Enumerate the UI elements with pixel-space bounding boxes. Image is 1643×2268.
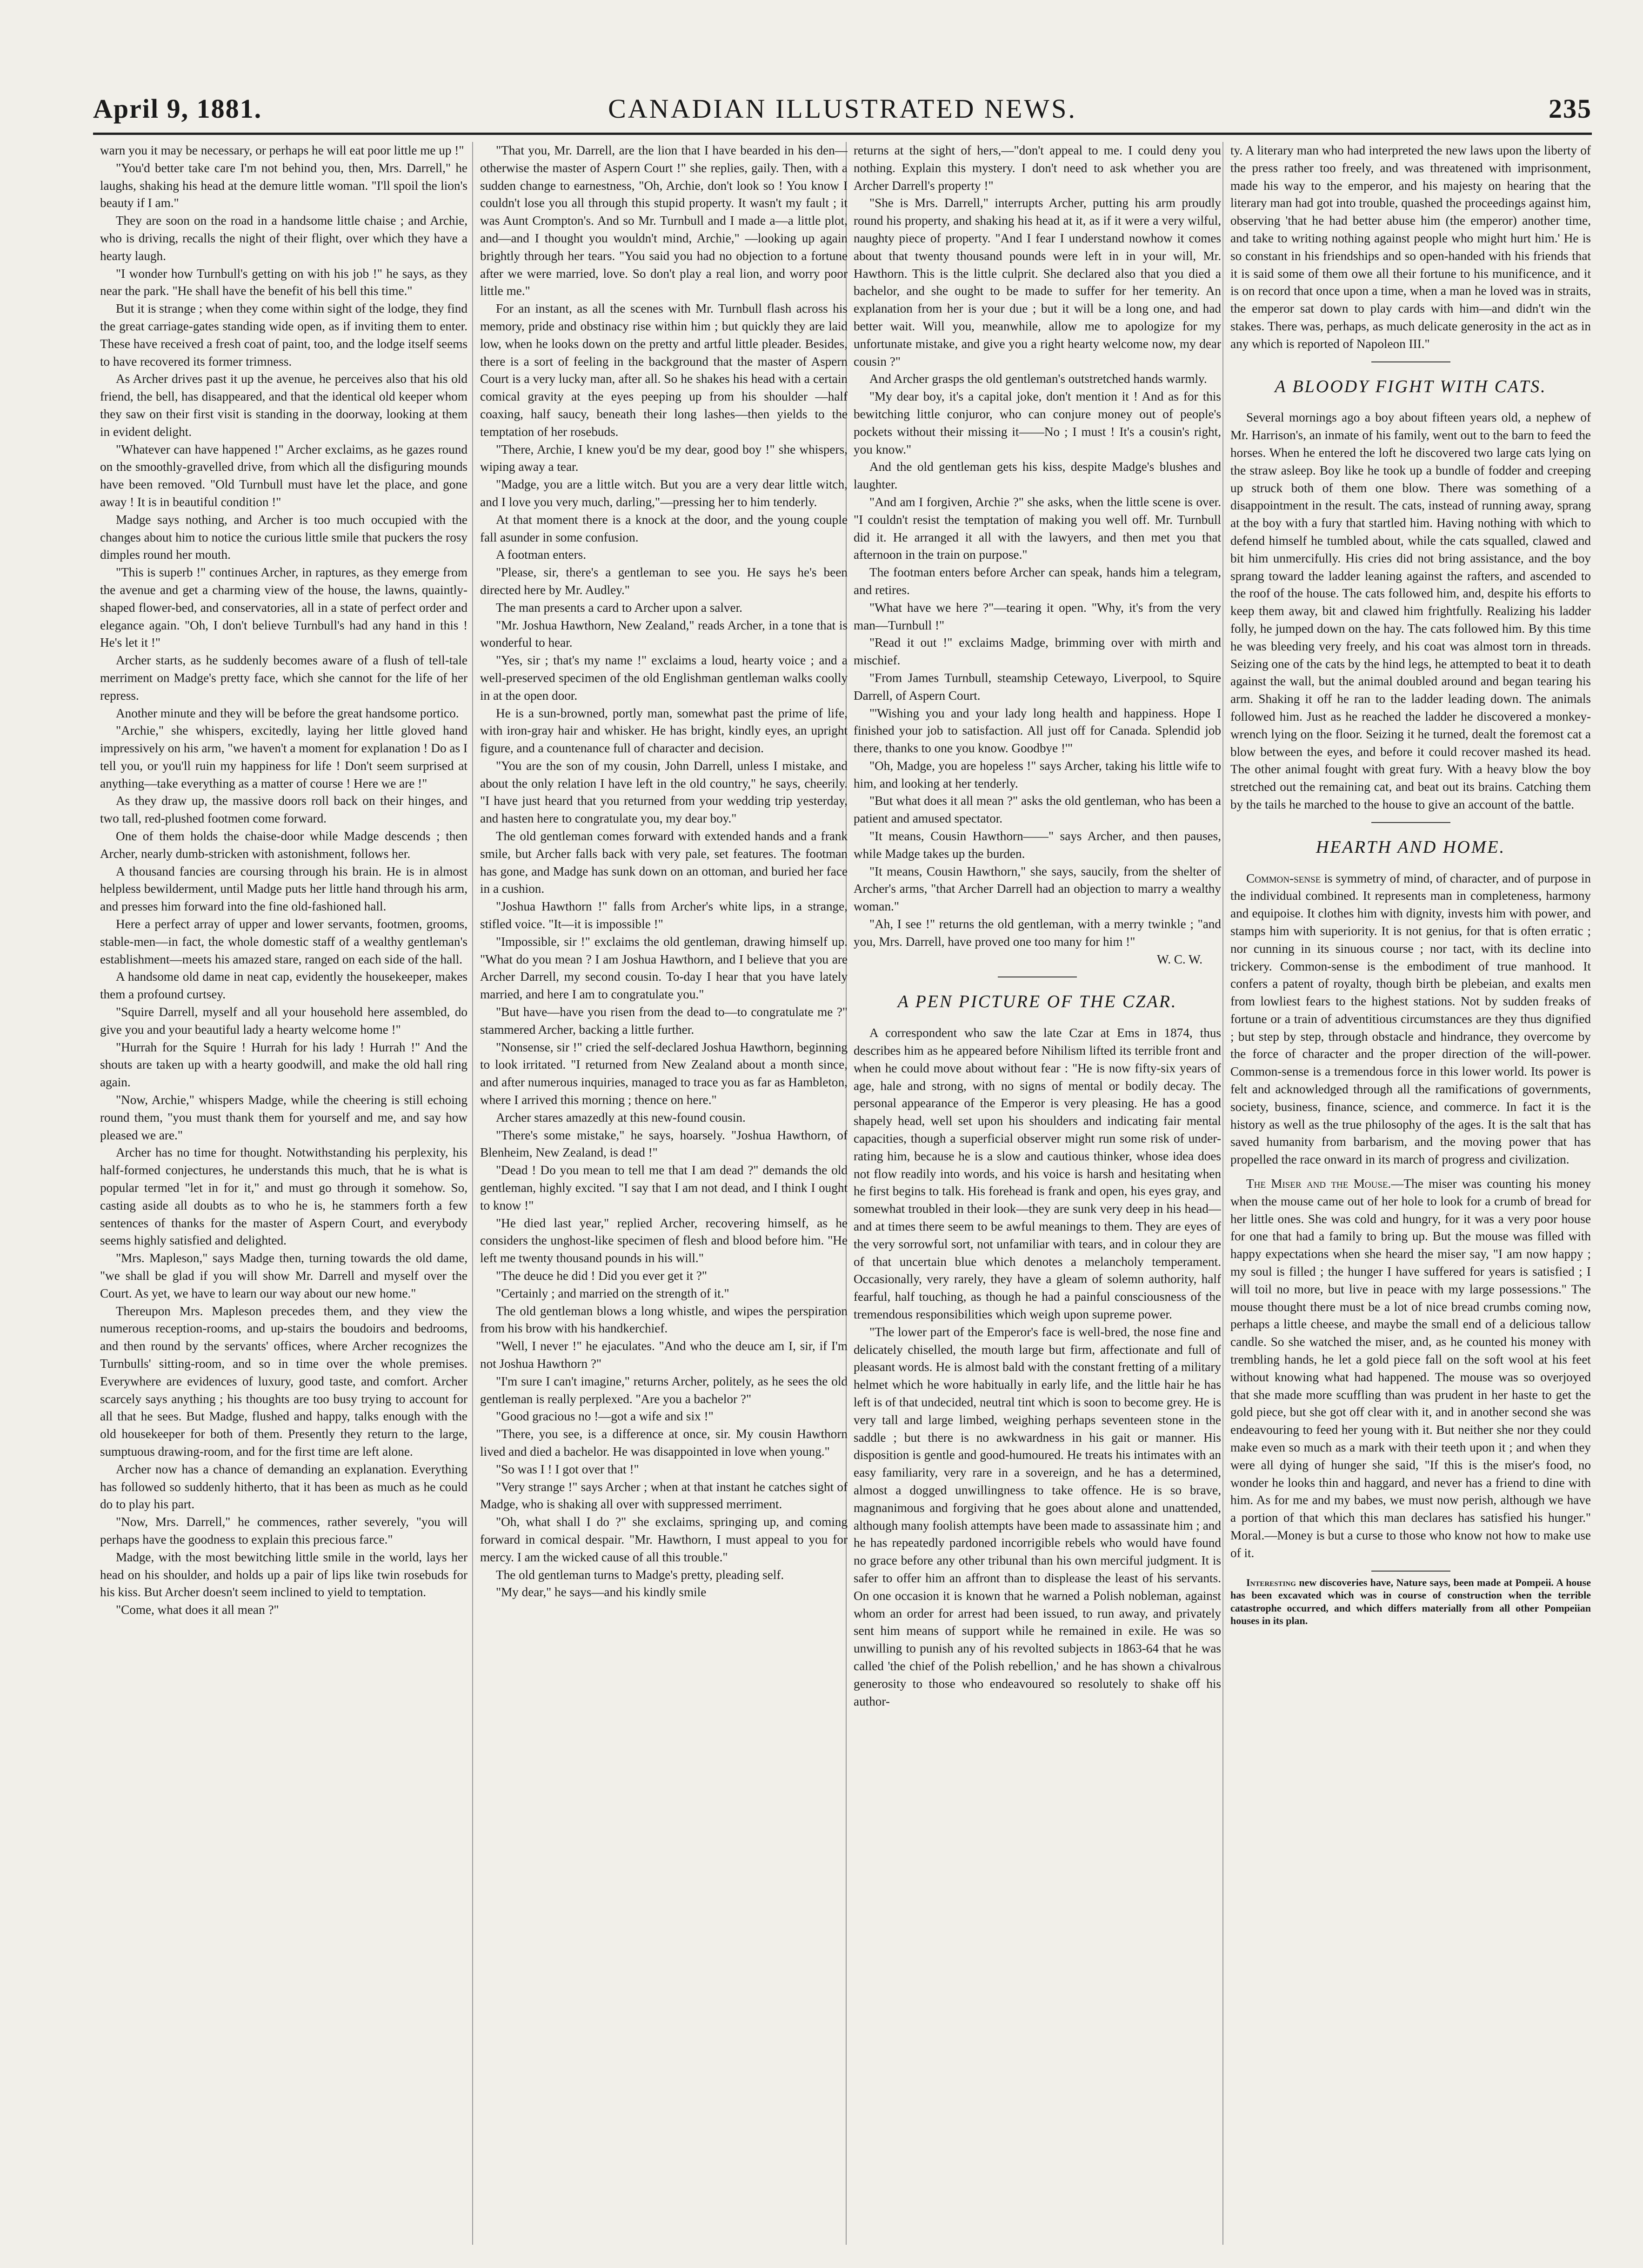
paragraph: The old gentleman turns to Madge's pretty, pleading self. xyxy=(496,1567,784,1582)
paragraph: "There, Archie, I knew you'd be my dear, good boy !" she whispers, wiping away a tear. xyxy=(480,442,848,474)
paragraph: "Madge, you are a little witch. But you are a very dear little witch, and I love you very much, darling,"—pressing her to him tenderly. xyxy=(480,477,848,509)
paragraph: "But what does it all mean ?" asks the old gentleman, who has been a patient and amused spectator. xyxy=(854,794,1221,826)
section-divider xyxy=(1371,361,1450,362)
paragraph xyxy=(1230,1576,1591,1627)
paragraph: "My dear," he says—and his kindly smile xyxy=(496,1585,707,1599)
paragraph: "Oh, Madge, you are hopeless !" says Archer, taking his little wife to him, and looking at her tenderly. xyxy=(854,758,1221,790)
paragraph: "Impossible, sir !" exclaims the old gentleman, drawing himself up. "What do you mean ? I am Joshua Hawthorn, and I believe that you are Archer Darrell, my second cousin. To-day I hear that you have lately married, and here I am to congratulate you." xyxy=(480,934,848,1002)
paragraph: At that moment there is a knock at the door, and the young couple fall asunder in some confusion. xyxy=(480,512,848,544)
column-3 xyxy=(854,142,1221,2249)
issue-date: April 9, 1881. xyxy=(93,94,262,124)
paragraph: "That you, Mr. Darrell, are the lion that I have bearded in his den—otherwise the master of Aspern Court !" she replies, gaily. Then, with a sudden change to earnestness, "Oh, Archie, don't look so ! You know I couldn't lose you all through this stupid property. It wasn't my fault ; it was Aunt Crompton's. And so Mr. Turnbull and I made a—a little plot, and—and I thought you wouldn't mind, Archie," —looking up again brightly through her tears. "You said you had no objection to a fortune after we were married, love. So don't play a real lion, and worry poor little me." xyxy=(480,143,848,298)
paragraph: A handsome old dame in neat cap, evidently the housekeeper, makes them a profound curtsey. xyxy=(100,970,468,1002)
paragraph: "The lower part of the Emperor's face is well-bred, the nose fine and delicately chiselled, the mouth large but firm, affectionate and full of pleasant words. He is almost bald with the constant fretting of a military helmet which he wore habitually in early life, and the little hair he has left is of that undecided, neutral tint which is soon to become grey. He is very tall and large limbed, weighing perhaps seventeen stone in the saddle ; but there is no awkwardness in his gait or manner. His disposition is gentle and good-humoured. He treats his intimates with an easy familiarity, very rare in a sovereign, and he has a determined, almost a dogged unwillingness to take offence. He is so brave, magnanimous and forgiving that he goes about alone and unattended, although many foolish attempts have been made to assassinate him ; and he has repeatedly pardoned incorrigible rebels who would have found no grace before any other tribunal than his own merciful judgment. It is safer to offer him an affront than to displease the least of his servants. On one occasion it is known that he warned a Polish nobleman, against whom an order for arrest had been issued, to run away, and privately sent him means of support while he remained in exile. He was so unwilling to punish any of his revolted subjects in 1863-64 that he was called 'the chief of the Polish rebellion,' and he has shown a chivalrous generosity to those who endeavoured so resolutely to shake off his author- xyxy=(854,1325,1221,1708)
paragraph: "Mr. Joshua Hawthorn, New Zealand," reads Archer, in a tone that is wonderful to hear. xyxy=(480,618,848,650)
paragraph: "I wonder how Turnbull's getting on with his job !" he says, as they near the park. "He shall have the benefit of his bell this time." xyxy=(100,266,468,298)
paragraph: "The deuce he did ! Did you ever get it ?" xyxy=(496,1269,708,1283)
paragraph: The footman enters before Archer can speak, hands him a telegram, and retires. xyxy=(854,565,1221,597)
paragraph: "Whatever can have happened !" Archer exclaims, as he gazes round on the smoothly-gravelled drive, from which all the disfiguring mounds have been removed. "Old Turnbull must have let the place, and gone away ! It is in beautiful condition !" xyxy=(100,442,468,509)
paragraph-body: is symmetry of mind, of character, and of purpose in the individual combined. It represents man in completeness, harmony and equipoise. It clothes him with dignity, invests him with power, and stamps him with superiority. It is not genius, for that is often erratic ; nor cunning in its sinuous course ; nor tact, with its decline into trickery. Common-sense is the embodiment of true manhood. It confers a patent of royalty, though birth be plebeian, and exalts men from lowliest fears to the highest stations. Not by sudden freaks of fortune or a train of adventitious circumstances are they thus dignified ; but step by step, through obstacle and hindrance, they overcome by the force of character and the proper direction of the will-power. Common-sense is a tremendous force in this lower world. Its power is felt and acknowledged through all the ramifications of governments, society, business, finance, science, and commerce. In fact it is the history as well as the true philosophy of the ages. It is the salt that has saved humanity from barbarism, and the moving power that has propelled the race onward in its march of progress and civilization. xyxy=(1230,871,1591,1167)
paragraph: Archer stares amazedly at this new-found cousin. xyxy=(496,1110,746,1124)
paragraph: "He died last year," replied Archer, recovering himself, as he considers the unghost-like specimen of flesh and blood before him. "He left me twenty thousand pounds in his will." xyxy=(480,1216,848,1265)
paragraph: The old gentleman comes forward with extended hands and a frank smile, but Archer falls back with very pale, set features. The footman has gone, and Madge has sunk down on an ottoman, and buried her face in a cushion. xyxy=(480,829,848,896)
paragraph: He is a sun-browned, portly man, somewhat past the prime of life, with iron-gray hair and whisker. He has bright, kindly eyes, an upright figure, and a countenance full of character and decision. xyxy=(480,706,848,756)
paragraph: "Nonsense, sir !" cried the self-declared Joshua Hawthorn, beginning to look irritated. "I returned from New Zealand about a month since, and after numerous inquiries, managed to trace you as far as Hambleton, where I arrived this morning ; thence on here." xyxy=(480,1040,848,1107)
paragraph: For an instant, as all the scenes with Mr. Turnbull flash across his memory, pride and obstinacy rise within him ; but quickly they are laid low, when he looks down on the pretty and artful little pleader. Besides, there is a sort of feeling in the background that the master of Aspern Court is a very lucky man, after all. So he shakes his head with a certain comical gravity at the eyes peeping up from his shoulder —half coaxing, half saucy, beneath their long lashes—then yields to the temptation of her rosebuds. xyxy=(480,301,848,439)
column-divider xyxy=(472,142,473,2245)
paragraph: "But have—have you risen from the dead to—to congratulate me ?" stammered Archer, backing a little further. xyxy=(480,1005,848,1037)
article-heading-czar: A PEN PICTURE OF THE CZAR. xyxy=(897,992,1177,1012)
header-rule xyxy=(93,133,1592,135)
paragraph: "Read it out !" exclaims Madge, brimming over with mirth and mischief. xyxy=(854,636,1221,668)
lead-in: Interesting xyxy=(1246,1576,1296,1588)
section-divider xyxy=(1371,1571,1450,1572)
paragraph: "Now, Archie," whispers Madge, while the cheering is still echoing round them, "you must thank them for yourself and me, and say how pleased we are." xyxy=(100,1093,468,1142)
paragraph: "Squire Darrell, myself and all your household here assembled, do give you and your beautiful lady a hearty welcome home !" xyxy=(100,1005,468,1037)
paragraph: "Come, what does it all mean ?" xyxy=(116,1603,279,1617)
paragraph: "Archie," she whispers, excitedly, laying her little gloved hand impressively on his arm, "we haven't a moment for explanation ! Do as I tell you, or you'll ruin my happiness for life ! Don't seem surprised at anything—take everything as a matter of course ! Here we are !" xyxy=(100,723,468,790)
paragraph: Here a perfect array of upper and lower servants, footmen, grooms, stable-men—in fact, the whole domestic staff of a wealthy gentleman's establishment—meets his amazed stare, ranged on each side of the hall. xyxy=(100,917,468,966)
paragraph: As they draw up, the massive doors roll back on their hinges, and two tall, red-plushed footmen come forward. xyxy=(100,794,468,826)
paragraph: "I'm sure I can't imagine," returns Archer, politely, as he sees the old gentleman is really perplexed. "Are you a bachelor ?" xyxy=(480,1374,848,1406)
paragraph: "There's some mistake," he says, hoarsely. "Joshua Hawthorn, of Blenheim, New Zealand, is dead !" xyxy=(480,1128,848,1160)
paragraph: Another minute and they will be before the great handsome portico. xyxy=(116,706,459,720)
masthead-title: CANADIAN ILLUSTRATED NEWS. xyxy=(608,94,1077,124)
paragraph: "Very strange !" says Archer ; when at that instant he catches sight of Madge, who is shaking all over with suppressed merriment. xyxy=(480,1479,848,1512)
paragraph: They are soon on the road in a handsome little chaise ; and Archie, who is driving, recalls the night of their flight, over which they have a hearty laugh. xyxy=(100,214,468,263)
paragraph: "My dear boy, it's a capital joke, don't mention it ! And as for this bewitching little conjuror, who can conjure money out of people's pockets without their missing it——No ; I must ! It's a cousin's right, you know." xyxy=(854,389,1221,456)
lead-in: The Miser and the Mouse. xyxy=(1246,1177,1391,1191)
paragraph-body: —The miser was counting his money when the mouse came out of her hole to look for a crumb of bread for her little ones. She was cold and hungry, for it was a very poor house for one that had a family to bring up. But the mouse was filled with happy expectations when she heard the miser say, "I am now happy ; my soul is filled ; the hunger I have suffered for years is satisfied ; I will toil no more, but live in peace with my large possessions." The mouse thought there must be a lot of nice bread crumbs coming now, perhaps a little cheese, and maybe the small end of a delicious tallow candle. So she watched the miser, and, as he counted his money with trembling hands, he let a gold piece fall on the soft wool at his feet without knowing what had happened. The mouse was so overjoyed that she made more scuffling than was prudent in her haste to get the gold piece, but she got off clear with it, and in another second she was endeavouring to feed her young with it. But neither she nor they could make even so much as a mark with their teeth upon it ; and when they were all dying of hunger she said, "If this is the miser's food, no wonder he looks thin and haggard, and never has a friend to dine with him. As for me and my babes, we must now perish, although we have a portion of that which this man declares has satisfied his hunger." Moral.—Money is but a curse to those who know not how to make use of it. xyxy=(1230,1177,1591,1560)
paragraph: "Mrs. Mapleson," says Madge then, turning towards the old dame, "we shall be glad if you will show Mr. Darrell and myself over the Court. As yet, we have to learn our way about our new home." xyxy=(100,1251,468,1300)
paragraph: returns at the sight of hers,—"don't appeal to me. I could deny you nothing. Explain this mystery. I don't need to ask whether you are Archer Darrell's property !" xyxy=(854,143,1221,193)
paragraph: "Now, Mrs. Darrell," he commences, rather severely, "you will perhaps have the goodness to explain this precious farce." xyxy=(100,1515,468,1546)
page-number: 235 xyxy=(1549,94,1592,124)
column-4 xyxy=(1230,142,1591,2249)
paragraph: "Well, I never !" he ejaculates. "And who the deuce am I, sir, if I'm not Joshua Hawthorn ?" xyxy=(480,1339,848,1371)
paragraph: "Hurrah for the Squire ! Hurrah for his lady ! Hurrah !" And the shouts are taken up with a hearty goodwill, and make the old hall ring again. xyxy=(100,1040,468,1090)
paragraph: The man presents a card to Archer upon a salver. xyxy=(496,600,742,615)
paragraph: "So was I ! I got over that !" xyxy=(496,1462,639,1476)
paragraph: ty. A literary man who had interpreted the new laws upon the liberty of the press rather too freely, and was threatened with imprisonment, made his way to the emperor, and his majesty on hearing that the literary man had got into trouble, quashed the proceedings against him, observing 'that he had better abuse him (the emperor) another time, and take to writing nothing against people who might hurt him.' He is so constant in his friendships and so open-handed with his friends that it is said some of them owe all their fortune to his munificence, and it is on record that once upon a time, when a man he loved was in straits, the emperor sat down to play cards with him—and didn't win the stakes. There was, perhaps, as much delicate generosity in the act as in any which is reported of Napoleon III." xyxy=(1230,143,1591,351)
paragraph: "She is Mrs. Darrell," interrupts Archer, putting his arm proudly round his property, and shaking his head at it, as if it were a very wilful, naughty piece of property. "And I fear I understand nowhow it comes about that twenty thousand pounds were left in in your will, Mr. Hawthorn. This is the little culprit. She declared also that you died a bachelor, and she ought to be made to suffer for her temerity. An explanation from her is your due ; but it will be a long one, and had better wait. Will you, meanwhile, allow me to apologize for my unfortunate mistake, and give you a right hearty welcome now, my dear cousin ?" xyxy=(854,196,1221,368)
paragraph: warn you it may be necessary, or perhaps he will eat poor little me up !" xyxy=(100,143,464,157)
paragraph: Several mornings ago a boy about fifteen years old, a nephew of Mr. Harrison's, an inmate of his family, went out to the barn to feed the horses. When he entered the loft he discovered two large cats lying on the straw asleep. Boy like he took up a bundle of fodder and creeping up struck both of them one blow. There was something of a disappointment in the result. The cats, instead of running away, sprang at the boy with a fury that startled him. Having nothing with which to defend himself he tumbled about, while the cats squalled, clawed and bit him unmercifully. His cries did not bring assistance, and the boy sprang toward the ladder leaning against the rafters, and ascended to the roof of the house. The cats followed him, and, despite his efforts to keep them away, bit and clawed him frightfully. Realizing his ladder folly, he jumped down on the hay. The cats followed him. By this time he was bleeding very freely, and his coat was almost torn in threads. Seizing one of the cats by the hind legs, he attempted to beat it to death against the wall, but the animal doubled around and began tearing his arm. Shaking it off he ran to the ladder leading down. The animals followed him. Just as he reached the ladder he discovered a monkey-wrench lying on the floor. Seizing it he turned, dealt the foremost cat a blow between the eyes, and before it could recover mashed its head. The other animal fought with great fury. With a heavy blow the boy stretched out the remaining cat, and beat out its brains. Catching them by the tails he marched to the house to give an account of the battle. xyxy=(1230,410,1591,811)
paragraph: Archer has no time for thought. Notwithstanding his perplexity, his half-formed conjectures, he understands this much, that he is what is popular termed "let in for it," and must go through it somehow. So, casting aside all doubts as to who he is, he stammers forth a few sentences of thanks for the master of Aspern Court, and everybody seems highly satisfied and delighted. xyxy=(100,1145,468,1248)
paragraph: "What have we here ?"—tearing it open. "Why, it's from the very man—Turnbull !" xyxy=(854,600,1221,632)
author-signature: W. C. W. xyxy=(1157,952,1202,966)
paragraph: One of them holds the chaise-door while Madge descends ; then Archer, nearly dumb-stricken with astonishment, follows her. xyxy=(100,829,468,861)
article-heading-cats: A BLOODY FIGHT WITH CATS. xyxy=(1275,376,1547,396)
paragraph-body: new discoveries have, Nature says, been made at Pompeii. A house has been excavated which was in course of construction when the terrible catastrophe occurred, and which differs materially from all other Pompeiian houses in its plan. xyxy=(1230,1576,1591,1627)
paragraph: "Dead ! Do you mean to tell me that I am dead ?" demands the old gentleman, highly excited. "I say that I am not dead, and I think I ought to know !" xyxy=(480,1163,848,1212)
column-2 xyxy=(480,142,848,2249)
column-divider xyxy=(1222,142,1223,2245)
paragraph: "Good gracious no !—got a wife and six !" xyxy=(496,1409,714,1424)
paragraph: "Joshua Hawthorn !" falls from Archer's white lips, in a strange, stifled voice. "It—it is impossible !" xyxy=(480,899,848,931)
article-heading-hearth: HEARTH AND HOME. xyxy=(1316,837,1506,857)
paragraph: Thereupon Mrs. Mapleson precedes them, and they view the numerous reception-rooms, and up-stairs the boudoirs and bedrooms, and then round by the servants' offices, where Archer recognizes the Turnbulls' sitting-room, and so in time over the whole premises. Everywhere are evidences of luxury, good taste, and comfort. Archer scarcely says anything ; his thoughts are too busy trying to account for all that he sees. But Madge, flushed and happy, talks enough with the old housekeeper for both of them. Presently they return to the large, sumptuous drawing-room, and for the first time are left alone. xyxy=(100,1304,468,1458)
paragraph: Madge says nothing, and Archer is too much occupied with the changes about him to notice the curious little smile that puckers the rosy dimples round her mouth. xyxy=(100,512,468,562)
paragraph: "From James Turnbull, steamship Cetewayo, Liverpool, to Squire Darrell, of Aspern Court. xyxy=(854,670,1221,702)
paragraph: "And am I forgiven, Archie ?" she asks, when the little scene is over. "I couldn't resist the temptation of making you well off. Mr. Turnbull did it. He arranged it all with the lawyers, and then met you that afternoon in the train on purpose." xyxy=(854,495,1221,562)
paragraph xyxy=(1230,870,1591,1169)
paragraph: But it is strange ; when they come within sight of the lodge, they find the great carriage-gates standing wide open, as if inviting them to enter. These have received a fresh coat of paint, too, and the lodge itself seems to have recovered its former trimness. xyxy=(100,301,468,368)
paragraph: Archer now has a chance of demanding an explanation. Everything has followed so suddenly hitherto, that it has been as much as he could do to play his part. xyxy=(100,1462,468,1512)
paragraph: A correspondent who saw the late Czar at Ems in 1874, thus describes him as he appeared before Nihilism lifted its terrible front and when he could move about without fear : "He is now fifty-six years of age, hale and strong, with no signs of mental or bodily decay. The personal appearance of the Emperor is very pleasing. He has a good shapely head, well set upon his shoulders and indicating fair mental capacities, though a superficial observer might run some risk of under-rating him, because he is a slow and cautious thinker, whose idea does not flow readily into words, and his voice is harsh and hesitating when he first begins to talk. His forehead is frank and open, his eyes gray, and somewhat troubled in their look—they are sunk very deep in his head—and at times there seem to be awful meanings to them. They are eyes of the very sorrowful sort, not unfamiliar with tears, and in colour they are of that uncertain blue which denotes a melancholy temperament. Occasionally, very rarely, they have a gleam of solemn authority, half fearful, half touching, as though he had a painful consciousness of the tremendous responsibilities which weigh upon supreme power. xyxy=(854,1026,1221,1322)
paragraph: A thousand fancies are coursing through his brain. He is in almost helpless bewilderment, until Madge puts her little hand through his arm, and presses him forward into the fine old-fashioned hall. xyxy=(100,864,468,914)
paragraph: "Ah, I see !" returns the old gentleman, with a merry twinkle ; "and you, Mrs. Darrell, have proved one too many for him !" xyxy=(854,917,1221,949)
paragraph: "Yes, sir ; that's my name !" exclaims a loud, hearty voice ; and a well-preserved specimen of the old Englishman gentleman walks coolly in at the open door. xyxy=(480,653,848,702)
paragraph: And Archer grasps the old gentleman's outstretched hands warmly. xyxy=(869,372,1207,386)
paragraph: The old gentleman blows a long whistle, and wipes the perspiration from his brow with his handkerchief. xyxy=(480,1304,848,1336)
paragraph xyxy=(1230,1175,1591,1562)
paragraph: "Certainly ; and married on the strength of it." xyxy=(496,1286,729,1300)
paragraph: And the old gentleman gets his kiss, despite Madge's blushes and laughter. xyxy=(854,460,1221,492)
paragraph: A footman enters. xyxy=(496,548,587,562)
paragraph: "It means, Cousin Hawthorn," she says, saucily, from the shelter of Archer's arms, "that Archer Darrell had an objection to marry a wealthy woman." xyxy=(854,864,1221,914)
page-header xyxy=(93,88,1592,140)
section-divider xyxy=(1371,822,1450,823)
paragraph: "It means, Cousin Hawthorn——" says Archer, and then pauses, while Madge takes up the burden. xyxy=(854,829,1221,861)
column-1 xyxy=(100,142,468,2249)
paragraph: Archer starts, as he suddenly becomes aware of a flush of tell-tale merriment on Madge's pretty face, which she cannot for the life of her repress. xyxy=(100,653,468,702)
paragraph: "This is superb !" continues Archer, in raptures, as they emerge from the avenue and get a charming view of the house, the lawns, quaintly-shaped flower-bed, and conservatories, all in a state of perfect order and elegance again. "Oh, I don't believe Turnbull's had any hand in this ! He's let it !" xyxy=(100,565,468,650)
paragraph: "Please, sir, there's a gentleman to see you. He says he's been directed here by Mr. Audley." xyxy=(480,565,848,597)
paragraph: "Oh, what shall I do ?" she exclaims, springing up, and coming forward in comical despair. "Mr. Hawthorn, I must appeal to you for mercy. I am the wicked cause of all this trouble." xyxy=(480,1515,848,1564)
lead-in: Common-sense xyxy=(1246,871,1321,885)
paragraph: Madge, with the most bewitching little smile in the world, lays her head on his shoulder, and holds up a pair of lips like twin rosebuds for his kiss. But Archer doesn't seem inclined to yield to temptation. xyxy=(100,1550,468,1599)
paragraph: "There, you see, is a difference at once, sir. My cousin Hawthorn lived and died a bachelor. He was disappointed in love when young." xyxy=(480,1427,848,1458)
paragraph: "You'd better take care I'm not behind you, then, Mrs. Darrell," he laughs, shaking his head at the demure little woman. "I'll spoil the lion's beauty if I am." xyxy=(100,161,468,210)
paragraph: "'Wishing you and your lady long health and happiness. Hope I finished your job to satisfaction. All just off for Canada. Splendid job there, thanks to one you know. Goodbye !'" xyxy=(854,706,1221,756)
paragraph: As Archer drives past it up the avenue, he perceives also that his old friend, the bell, has disappeared, and that the identical old keeper whom they saw on their first visit is standing in the doorway, looking at them in evident delight. xyxy=(100,372,468,439)
paragraph: "You are the son of my cousin, John Darrell, unless I mistake, and about the only relation I have left in the old country," he says, cheerily. "I have just heard that you returned from your wedding trip yesterday, and hasten here to congratulate you, my dear boy." xyxy=(480,758,848,826)
